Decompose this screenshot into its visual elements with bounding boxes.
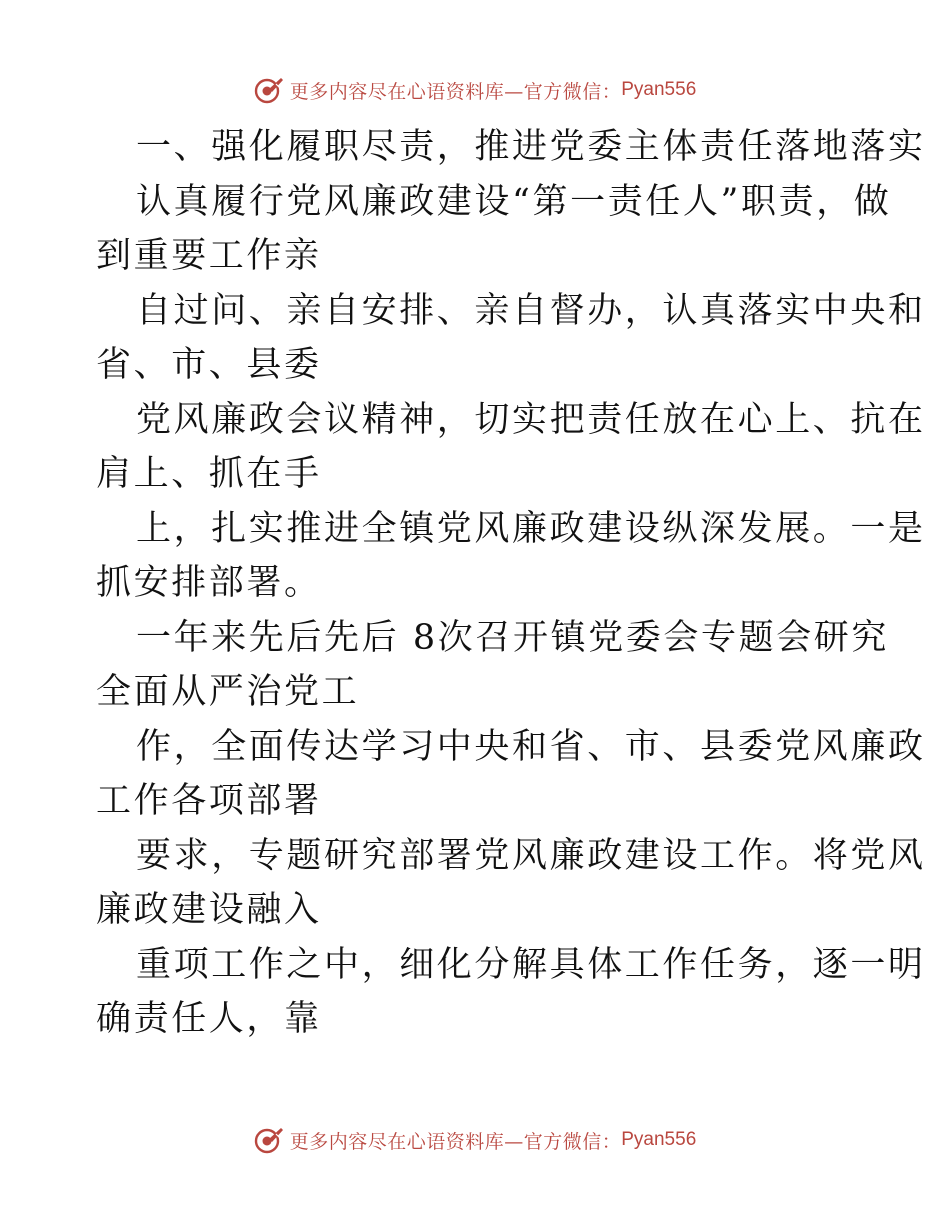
- paragraph-line: 重项工作之中，细化分解具体工作任务，逐一明: [136, 944, 926, 985]
- footer-banner: [0, 1120, 950, 1160]
- banner-text: 更多内容尽在心语资料库—官方微信：: [289, 80, 622, 103]
- banner-wechat-id: Pyan556: [621, 79, 697, 100]
- paragraph-line: 到重要工作亲: [96, 236, 322, 276]
- paragraph-line: 一、强化履职尽责，推进党委主体责任落地落实: [136, 127, 926, 167]
- paragraph-line: 确责任人，靠: [96, 999, 322, 1039]
- paragraph-line: 认真履行党风廉政建设“第一责任人”职责，做: [136, 181, 892, 222]
- banner-wechat-id: Pyan556: [621, 1129, 697, 1150]
- paragraph-line: 党风廉政会议精神，切实把责任放在心上、抗在: [136, 399, 926, 440]
- paragraph-line: 要求，专题研究部署党风廉政建设工作。将党风: [136, 835, 926, 876]
- paragraph-line: 工作各项部署: [96, 781, 322, 821]
- paragraph-line: 全面从严治党工: [96, 672, 360, 712]
- paragraph-line: 廉政建设融入: [96, 890, 322, 930]
- document-body: [96, 120, 926, 1047]
- paragraph-line: 肩上、抓在手: [96, 454, 322, 494]
- header-banner: [0, 70, 950, 110]
- paragraph-line: 作，全面传达学习中央和省、市、县委党风廉政: [136, 726, 926, 767]
- banner-text: 更多内容尽在心语资料库—官方微信：: [289, 1130, 622, 1153]
- paragraph-line: 省、市、县委: [96, 345, 322, 385]
- paragraph-line: 一年来先后先后 8次召开镇党委会专题会研究: [136, 617, 889, 658]
- pen-logo-icon: [254, 1125, 284, 1155]
- paragraph-line: 抓安排部署。: [96, 563, 322, 603]
- paragraph-line: 上，扎实推进全镇党风廉政建设纵深发展。一是: [136, 508, 926, 549]
- pen-logo-icon: [254, 75, 284, 105]
- paragraph-line: 自过问、亲自安排、亲自督办，认真落实中央和: [136, 290, 926, 331]
